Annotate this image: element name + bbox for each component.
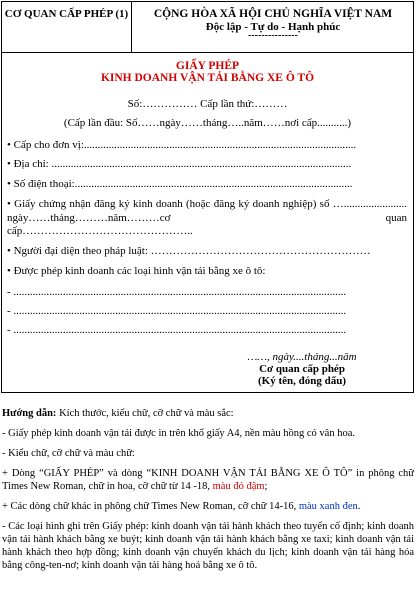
title-line-1: GIẤY PHÉP xyxy=(175,60,240,72)
guidance-section xyxy=(2,407,414,579)
registration-field: • Giấy chứng nhận đăng ký kinh doanh (hoặc đăng ký doanh nghiệp) số …....................... ngày……tháng………năm………cơ quan xyxy=(7,198,407,224)
national-motto: Độc lập - Tự do - Hạnh phúc xyxy=(205,21,341,33)
permitted-type-line-2: - ......................................................................................................................... xyxy=(7,305,347,317)
permit-number-line: Số:…………… Cấp lần thứ:……… xyxy=(127,98,288,110)
guide-paper: - Giấy phép kinh doanh vận tải được in trên khổ giấy A4, nền màu hồng có vân hoa. xyxy=(2,428,355,439)
republic-name: CỘNG HÒA XÃ HỘI CHỦ NGHĨA VIỆT NAM xyxy=(153,8,393,20)
title-line-2: KINH DOANH VẬN TẢI BẰNG XE Ô TÔ xyxy=(100,72,315,84)
motto-underline: --------------- xyxy=(248,30,298,41)
permit-form-frame xyxy=(1,1,414,393)
guide-title-style: + Dòng “GIẤY PHÉP” và dòng “KINH DOANH VẬN TẢI BẰNG XE Ô TÔ” in phông chữ Times New Roman, chữ in hoa, cỡ chữ từ 14 -18, màu đỏ đậm; xyxy=(2,468,414,492)
address-field: • Địa chỉ: ............................................................................................................. xyxy=(7,158,352,170)
registration-issuer-field: cấp……………………………………….. xyxy=(7,225,193,237)
signature-note: (Ký tên, đóng dấu) xyxy=(257,375,347,387)
phone-field: • Số điện thoại:..................................................................................................... xyxy=(7,178,353,190)
guide-business-types: - Các loại hình ghi trên Giấy phép: kinh doanh vận tải hành khách theo tuyến cố định; kinh doanh vận tải hành khách bằng xe buýt; kinh doanh vận tải hành khách bằng xe taxi; kinh doanh vận tải hành khách theo hợp đồng; kinh doanh vận chuyển khách du lịch; kinh doanh vận tải hàng hóa bằng công-ten-nơ; kinh doanh vận tải hàng hoá bằng xe ô tô. xyxy=(2,521,414,571)
permit-title xyxy=(2,60,413,84)
issued-to-field: • Cấp cho đơn vị:................................................................................................... xyxy=(7,139,357,151)
agency-name: CƠ QUAN CẤP PHÉP (1) xyxy=(2,2,132,52)
representative-field: • Người đại diện theo pháp luật: …………………………………………………… xyxy=(7,245,371,257)
guide-font-intro: - Kiểu chữ, cỡ chữ và màu chữ: xyxy=(2,448,135,459)
signature-block xyxy=(192,351,412,387)
signature-authority: Cơ quan cấp phép xyxy=(259,363,345,375)
national-heading xyxy=(133,2,413,52)
signature-date: ……, ngày....tháng...năm xyxy=(247,351,357,363)
guide-heading: Hướng dẫn: Kích thước, kiểu chữ, cỡ chữ và màu sắc: xyxy=(2,408,234,419)
permitted-types-label: • Được phép kinh doanh các loại hình vận tải bằng xe ô tô: xyxy=(7,265,266,277)
permitted-type-line-1: - ......................................................................................................................... xyxy=(7,286,347,298)
permitted-type-line-3: - ......................................................................................................................... xyxy=(7,324,347,336)
guide-body-style: + Các dòng chữ khác in phông chữ Times New Roman, cỡ chữ 14-16, màu xanh đen. xyxy=(2,501,361,512)
first-issue-line: (Cấp lần đầu: Số……ngày……tháng…..năm……nơi cấp...........) xyxy=(63,117,352,129)
form-header xyxy=(2,2,413,53)
